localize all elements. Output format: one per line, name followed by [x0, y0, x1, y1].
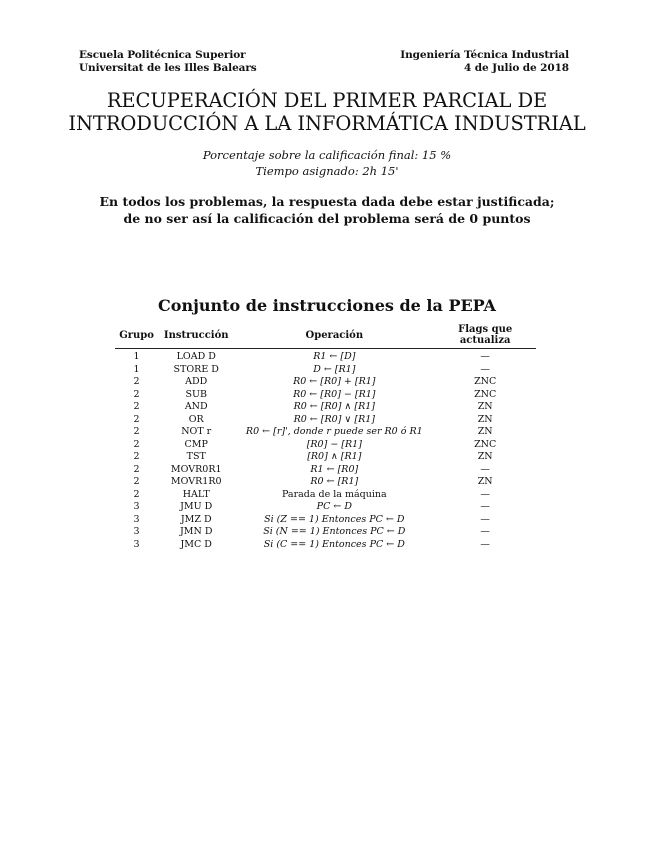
exam-title [0, 89, 654, 135]
flags-cell: — [480, 463, 490, 475]
table-row [115, 414, 536, 427]
grupo-cell: 2 [133, 451, 140, 462]
exam-date: 4 de Julio de 2018 [464, 62, 569, 74]
grupo-cell: 2 [133, 438, 140, 450]
instruction-cell: TST [186, 451, 206, 462]
table-row [115, 526, 536, 539]
course-header [400, 49, 569, 75]
column-header-flags: Flags que actualiza [434, 324, 536, 349]
flags-cell: — [480, 526, 490, 537]
flags-cell: — [480, 538, 490, 550]
time-allotted: Tiempo asignado: 2h 15' [255, 164, 399, 178]
grupo-cell: 2 [133, 401, 140, 412]
flags-cell: ZN [477, 426, 493, 437]
grupo-cell: 2 [133, 488, 140, 500]
instruction-cell: MOVR1R0 [170, 476, 222, 487]
flags-cell: ZN [477, 476, 493, 487]
column-header-instruccion: Instrucción [158, 324, 234, 349]
flags-cell: — [480, 501, 490, 512]
institution-header [79, 49, 257, 75]
instruction-cell: HALT [182, 488, 210, 500]
operation-cell: R0 ← [R0] ∧ [R1] [293, 401, 376, 412]
table-row [115, 401, 536, 414]
instruction-cell: JMN D [179, 526, 213, 537]
operation-cell: PC ← D [316, 501, 352, 512]
school-name: Escuela Politécnica Superior [79, 49, 246, 61]
operation-cell: R0 ← [R0] − [R1] [293, 388, 376, 400]
notice-line2: de no ser así la calificación del problema será de 0 puntos [123, 211, 531, 226]
grupo-cell: 1 [133, 351, 140, 362]
instruction-cell: JMZ D [180, 513, 212, 525]
table-row [115, 389, 536, 402]
instruction-cell: LOAD D [176, 351, 216, 362]
table-row [115, 426, 536, 439]
operation-cell: R0 ← [R0] + [R1] [293, 376, 376, 387]
operation-cell: R0 ← [r]', donde r puede ser R0 ó R1 [245, 426, 423, 437]
table-row [115, 376, 536, 389]
operation-cell: D ← [R1] [313, 363, 356, 375]
instruction-cell: AND [184, 401, 208, 412]
flags-cell: ZN [477, 401, 493, 412]
table-row [115, 451, 536, 464]
table-row [115, 439, 536, 452]
flags-cell: ZN [477, 413, 493, 425]
instruction-cell: JMU D [180, 501, 213, 512]
table-row [115, 364, 536, 377]
instruction-cell: NOT r [181, 426, 212, 437]
operation-cell: [R0] ∧ [R1] [307, 451, 362, 462]
operation-cell: R1 ← [D] [313, 351, 356, 362]
notice-line1: En todos los problemas, la respuesta dada debe estar justificada; [99, 194, 555, 209]
table-row [115, 476, 536, 489]
instruction-cell: SUB [185, 388, 207, 400]
instruction-cell: CMP [184, 438, 208, 450]
grupo-cell: 2 [133, 476, 140, 487]
instruction-cell: JMC D [180, 538, 212, 550]
flags-cell: ZNC [474, 388, 497, 400]
table-header-row [115, 324, 536, 349]
section-title: Conjunto de instrucciones de la PEPA [158, 296, 496, 315]
table-row [115, 489, 536, 502]
instruction-cell: STORE D [173, 363, 219, 375]
flags-cell: — [480, 351, 490, 362]
grupo-cell: 3 [133, 526, 140, 537]
grupo-cell: 2 [133, 388, 140, 400]
grupo-cell: 1 [133, 363, 140, 375]
table-row [115, 464, 536, 477]
instruction-cell: OR [188, 413, 204, 425]
instruction-rows [115, 349, 536, 552]
column-header-grupo: Grupo [115, 324, 158, 349]
grade-percentage: Porcentaje sobre la calificación final: 15 % [202, 148, 452, 162]
operation-cell: Parada de la máquina [281, 488, 387, 500]
grupo-cell: 2 [133, 426, 140, 437]
exam-title-line2: INTRODUCCIÓN A LA INFORMÁTICA INDUSTRIAL [68, 112, 586, 135]
grupo-cell: 3 [133, 501, 140, 512]
table-row [115, 514, 536, 527]
university-name: Universitat de les Illes Balears [79, 62, 257, 74]
flags-cell: ZN [477, 451, 493, 462]
grupo-cell: 2 [133, 463, 140, 475]
flags-cell: ZNC [474, 438, 497, 450]
grupo-cell: 2 [133, 376, 140, 387]
operation-cell: R0 ← [R1] [310, 476, 359, 487]
flags-cell: — [480, 488, 490, 500]
exam-title-line1: RECUPERACIÓN DEL PRIMER PARCIAL DE [106, 89, 548, 112]
exam-meta [0, 147, 654, 179]
grupo-cell: 3 [133, 538, 140, 550]
degree-name: Ingeniería Técnica Industrial [400, 49, 569, 61]
operation-cell: R0 ← [R0] ∨ [R1] [293, 413, 376, 425]
instruction-cell: ADD [185, 376, 208, 387]
flags-cell: — [480, 363, 490, 375]
grupo-cell: 2 [133, 413, 140, 425]
table-row [115, 539, 536, 552]
operation-cell: R1 ← [R0] [310, 463, 359, 475]
operation-cell: Si (N == 1) Entonces PC ← D [263, 526, 406, 537]
operation-cell: [R0] − [R1] [306, 438, 362, 450]
justification-notice [0, 193, 654, 227]
instruction-cell: MOVR0R1 [170, 463, 222, 475]
flags-cell: ZNC [474, 376, 497, 387]
flags-cell: — [480, 513, 490, 525]
operation-cell: Si (Z == 1) Entonces PC ← D [264, 513, 405, 525]
operation-cell: Si (C == 1) Entonces PC ← D [263, 538, 405, 550]
grupo-cell: 3 [133, 513, 140, 525]
instruction-set-table [115, 324, 536, 551]
column-header-operacion: Operación [234, 324, 434, 349]
table-row [115, 349, 536, 364]
table-row [115, 501, 536, 514]
